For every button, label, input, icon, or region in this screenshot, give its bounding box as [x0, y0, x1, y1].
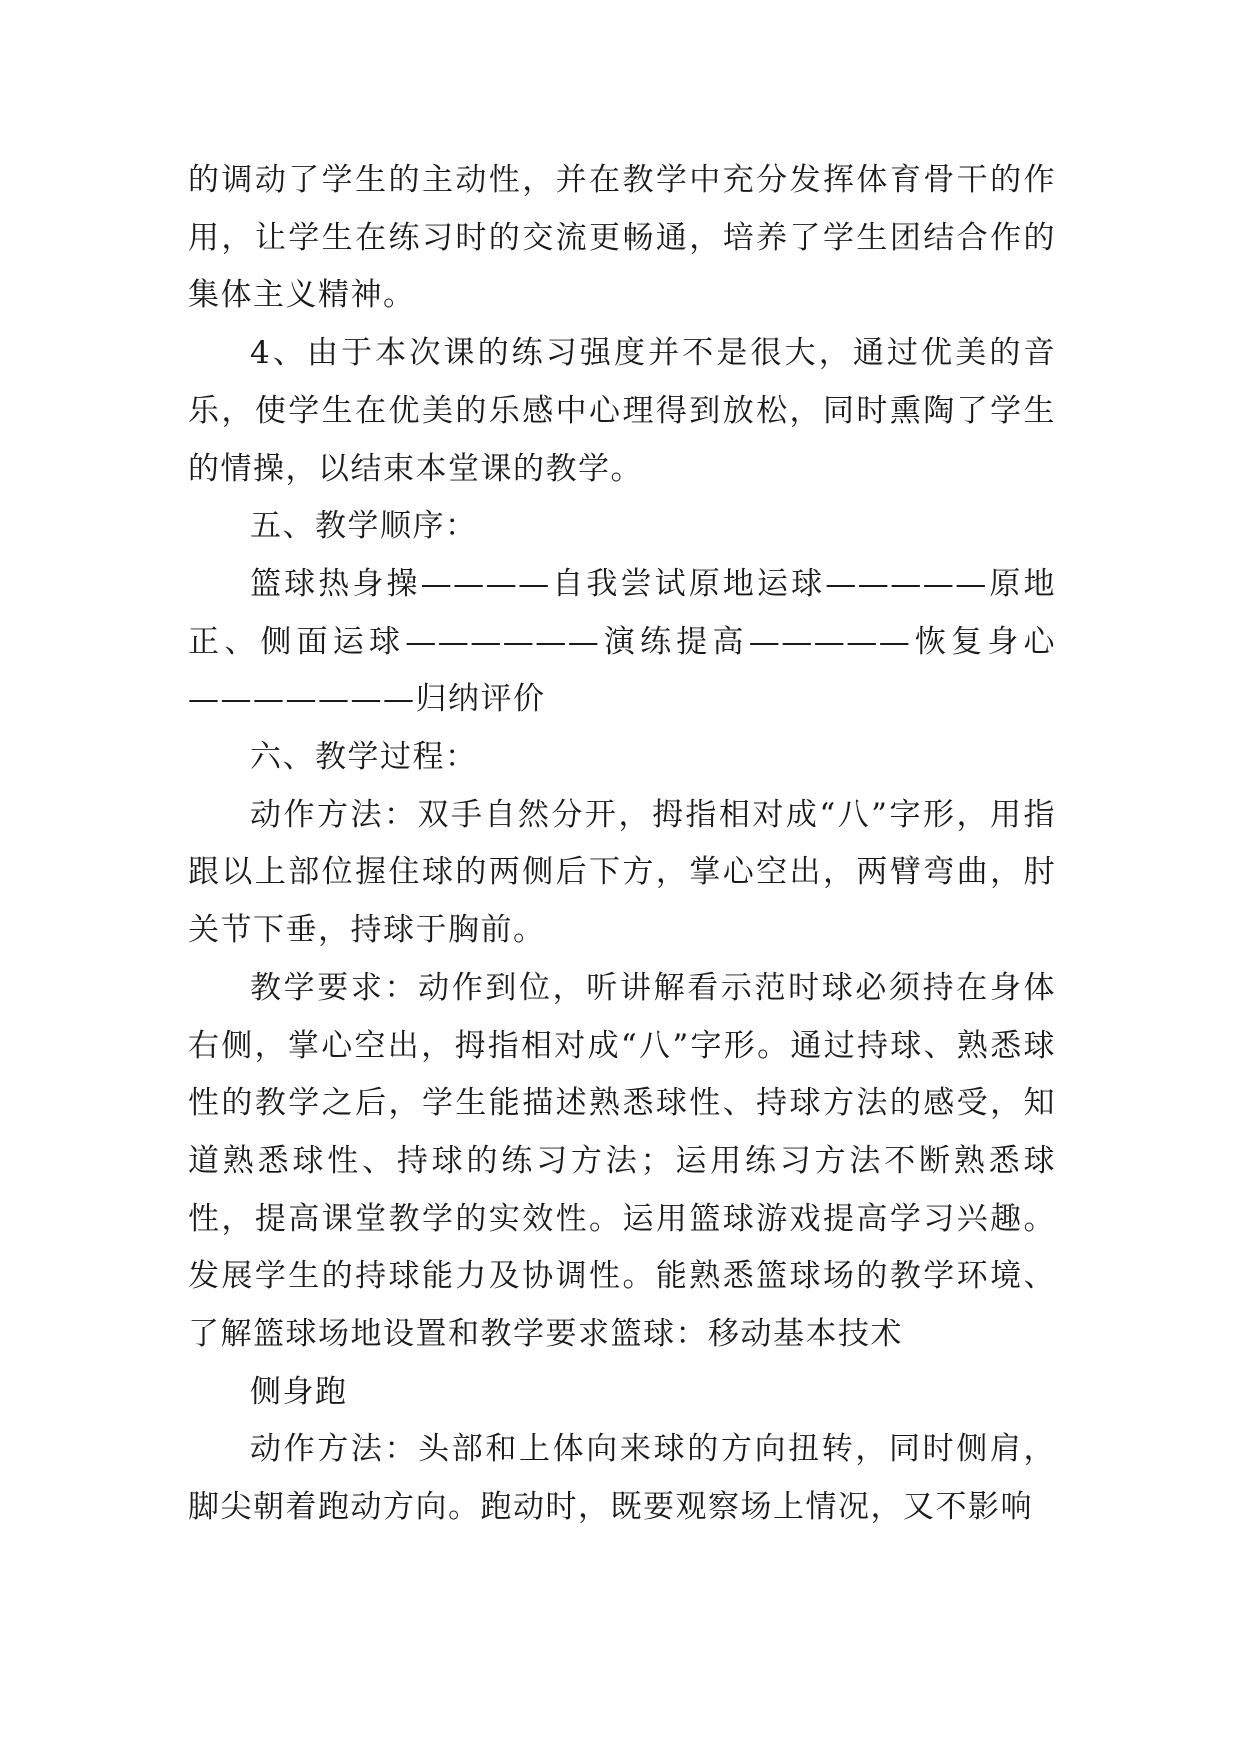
section-heading-teaching-order: 五、教学顺序：: [250, 508, 478, 545]
paragraph-teaching-requirements: 教学要求：动作到位，听讲解看示范时球必须持在身体右侧，掌心空出，拇指相对成“八”字形。通过持球、熟悉球性的教学之后，学生能描述熟悉球性、持球方法的感受，知道熟悉球性、持球的练习方法；运用练习方法不断熟悉球性，提高课堂教学的实效性。运用篮球游戏提高学习兴趣。发展学生的持球能力及协调性。能熟悉篮球场的教学环境、了解篮球场地设置和教学要求篮球：移动基本技术: [188, 969, 1056, 1353]
section-heading-teaching-process: 六、教学过程：: [250, 739, 478, 776]
paragraph-continuation: 的调动了学生的主动性，并在教学中充分发挥体育骨干的作用，让学生在练习时的交流更畅通，培养了学生团结合作的集体主义精神。: [188, 162, 1056, 314]
paragraph-teaching-order: 篮球热身操————自我尝试原地运球—————原地正、侧面运球——————演练提高—————恢复身心———————归纳评价: [188, 565, 1056, 718]
subheading-side-run: 侧身跑: [250, 1373, 348, 1410]
paragraph-action-method-holding: 动作方法：双手自然分开，拇指相对成“八”字形，用指跟以上部位握住球的两侧后下方，掌心空出，两臂弯曲，肘关节下垂，持球于胸前。: [188, 796, 1056, 949]
paragraph-action-method-side-run: 动作方法：头部和上体向来球的方向扭转，同时侧肩，脚尖朝着跑动方向。跑动时，既要观察场上情况，又不影响: [188, 1431, 1056, 1526]
document-body: [188, 152, 1056, 1537]
paragraph-point-4: 4、由于本次课的练习强度并不是很大，通过优美的音乐，使学生在优美的乐感中心理得到放松，同时熏陶了学生的情操，以结束本堂课的教学。: [188, 335, 1056, 487]
